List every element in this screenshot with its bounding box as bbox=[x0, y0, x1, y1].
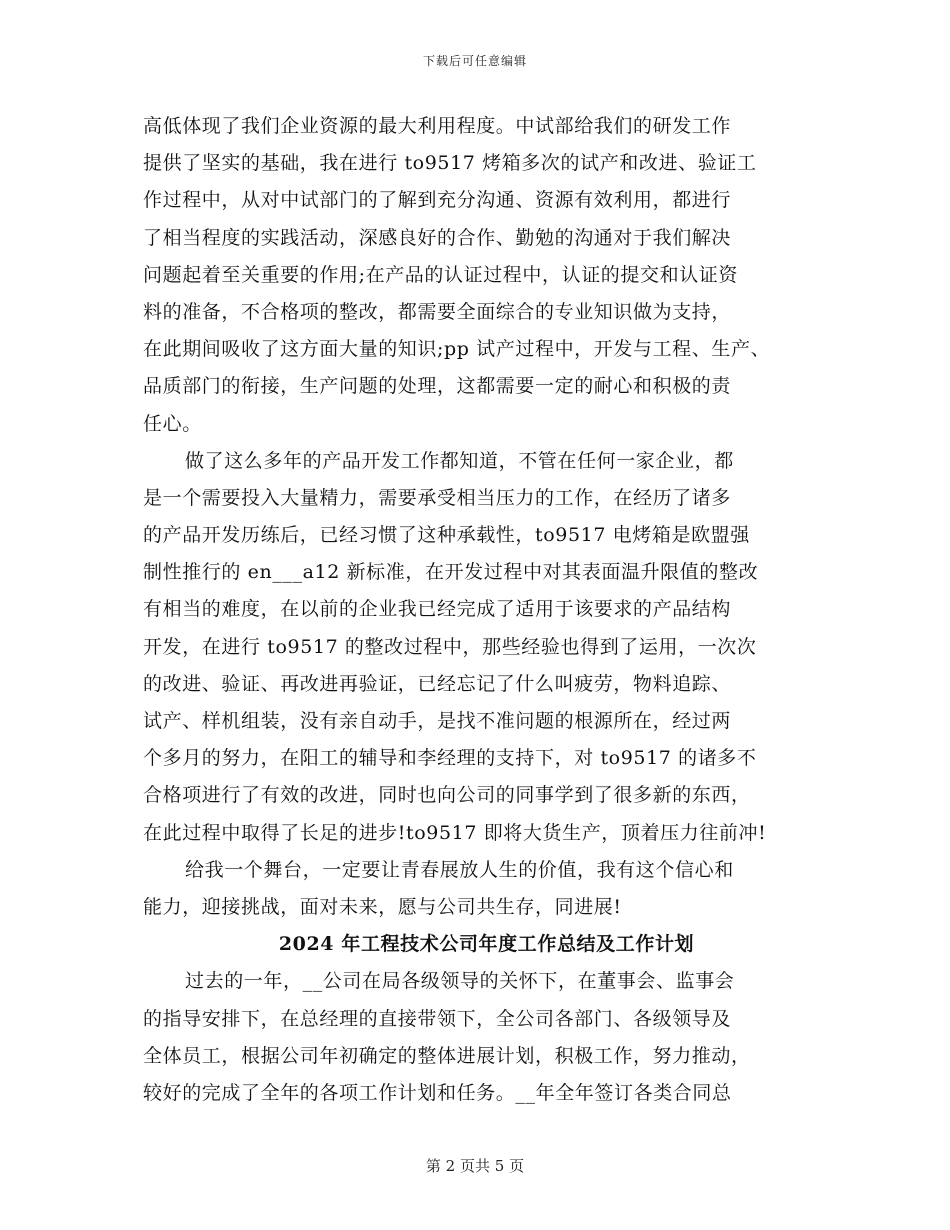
text-line: 有相当的难度，在以前的企业我已经完成了适用于该要求的产品结构 bbox=[143, 598, 732, 621]
text-line: 是一个需要投入大量精力，需要承受相当压力的工作，在经历了诸多 bbox=[143, 486, 732, 509]
text-line: 全体员工，根据公司年初确定的整体进展计划，积极工作，努力推动， bbox=[143, 1044, 751, 1067]
text-line: 了相当程度的实践活动，深感良好的合作、勤勉的沟通对于我们解决 bbox=[143, 226, 732, 249]
text-line: 任心。 bbox=[143, 412, 202, 435]
text-line: 的改进、验证、再改进再验证，已经忘记了什么叫疲劳，物料追踪、 bbox=[143, 672, 732, 695]
text-line: 的产品开发历练后，已经习惯了这种承载性，to9517 电烤箱是欧盟强 bbox=[143, 524, 750, 547]
paragraph-start-line: 做了这么多年的产品开发工作都知道，不管在任何一家企业，都 bbox=[185, 449, 734, 472]
text-line: 合格项进行了有效的改进，同时也向公司的同事学到了很多新的东西， bbox=[143, 784, 751, 807]
text-line: 提供了坚实的基础，我在进行 to9517 烤箱多次的试产和改进、验证工 bbox=[143, 152, 757, 175]
paragraph-start-line: 过去的一年，__公司在局各级领导的关怀下，在董事会、监事会 bbox=[185, 970, 735, 993]
section-title: 2024 年工程技术公司年度工作总结及工作计划 bbox=[278, 933, 695, 956]
text-line: 个多月的努力，在阳工的辅导和李经理的支持下，对 to9517 的诸多不 bbox=[143, 747, 757, 770]
text-line: 制性推行的 en___a12 新标准，在开发过程中对其表面温升限值的整改 bbox=[143, 561, 759, 584]
text-line: 料的准备，不合格项的整改，都需要全面综合的专业知识做为支持， bbox=[143, 300, 732, 323]
page-number-footer: 第 2 页共 5 页 bbox=[425, 1157, 525, 1175]
paragraph-start-line: 给我一个舞台，一定要让青春展放人生的价值，我有这个信心和 bbox=[185, 858, 734, 881]
text-line: 开发，在进行 to9517 的整改过程中，那些经验也得到了运用，一次次 bbox=[143, 635, 757, 658]
text-line: 的指导安排下，在总经理的直接带领下，全公司各部门、各级领导及 bbox=[143, 1007, 732, 1030]
document-body bbox=[143, 108, 808, 1112]
text-line: 作过程中，从对中试部门的了解到充分沟通、资源有效利用，都进行 bbox=[143, 189, 732, 212]
text-line: 在此过程中取得了长足的进步!to9517 即将大货生产，顶着压力往前冲! bbox=[143, 821, 767, 844]
text-line: 能力，迎接挑战，面对未来，愿与公司共生存，同进展! bbox=[143, 895, 622, 918]
text-line: 试产、样机组装，没有亲自动手，是找不准问题的根源所在，经过两 bbox=[143, 710, 732, 732]
text-line: 高低体现了我们企业资源的最大利用程度。中试部给我们的研发工作 bbox=[143, 115, 732, 137]
text-line: 品质部门的衔接，生产问题的处理，这都需要一定的耐心和积极的责 bbox=[143, 375, 732, 398]
text-line: 问题起着至关重要的作用;在产品的认证过程中，认证的提交和认证资 bbox=[143, 263, 739, 286]
page-header-note: 下载后可任意编辑 bbox=[422, 54, 527, 68]
text-line: 较好的完成了全年的各项工作计划和任务。__年全年签订各类合同总 bbox=[143, 1081, 732, 1104]
text-line: 在此期间吸收了这方面大量的知识;pp 试产过程中，开发与工程、生产、 bbox=[143, 338, 771, 361]
